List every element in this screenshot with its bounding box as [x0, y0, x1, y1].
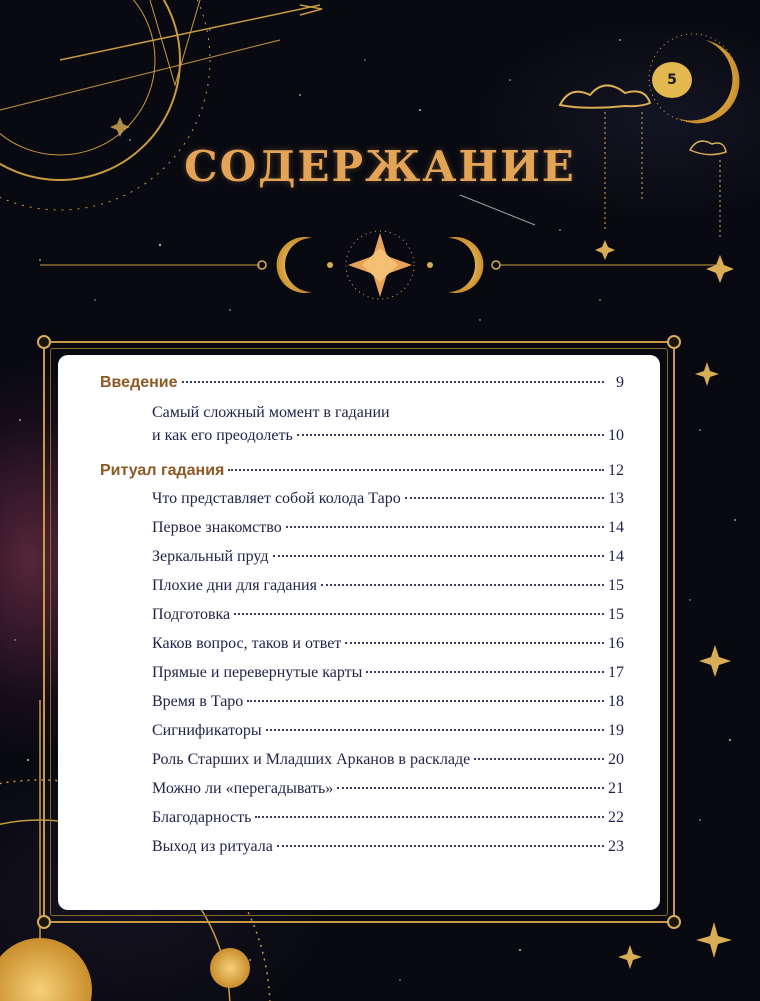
toc-entry[interactable]: Роль Старших и Младших Арканов в раскладе 20: [152, 751, 624, 768]
toc-entry[interactable]: Время в Таро 18: [152, 693, 624, 710]
toc-entry[interactable]: Выход из ритуала 23: [152, 838, 624, 855]
toc-entry-ritual[interactable]: Ритуал гадания 12: [100, 462, 624, 479]
ornament-sparkles: [110, 117, 130, 137]
toc-entry[interactable]: Можно ли «перегадывать» 21: [152, 780, 624, 797]
frame-corner-icon: [37, 335, 51, 349]
toc-entry[interactable]: Зеркальный пруд 14: [152, 548, 624, 565]
sun-icon: [0, 938, 92, 1001]
toc-entry[interactable]: Подготовка 15: [152, 606, 624, 623]
moon-phases: [210, 945, 340, 989]
frame-corner-icon: [37, 915, 51, 929]
toc-entry[interactable]: Каков вопрос, таков и ответ 16: [152, 635, 624, 652]
toc-entry[interactable]: Плохие дни для гадания 15: [152, 577, 624, 594]
toc-entry[interactable]: Благодарность 22: [152, 809, 624, 826]
frame-corner-icon: [667, 335, 681, 349]
title-divider: [40, 231, 720, 299]
toc-entry[interactable]: Прямые и перевернутые карты 17: [152, 664, 624, 681]
page-number: 5: [652, 62, 692, 98]
toc-entry[interactable]: Первое знакомство 14: [152, 519, 624, 536]
toc-entry[interactable]: Сигнификаторы 19: [152, 722, 624, 739]
toc-entry-introduction[interactable]: Введение 9: [100, 374, 624, 391]
toc-entry-hardest-moment[interactable]: и как его преодолеть 10: [152, 427, 624, 444]
frame-corner-icon: [667, 915, 681, 929]
toc-entry[interactable]: Что представляет собой колода Таро 13: [152, 490, 624, 507]
page-title: СОДЕРЖАНИЕ: [184, 142, 576, 191]
toc-entry-label-line1: Самый сложный момент в гадании: [152, 404, 390, 421]
